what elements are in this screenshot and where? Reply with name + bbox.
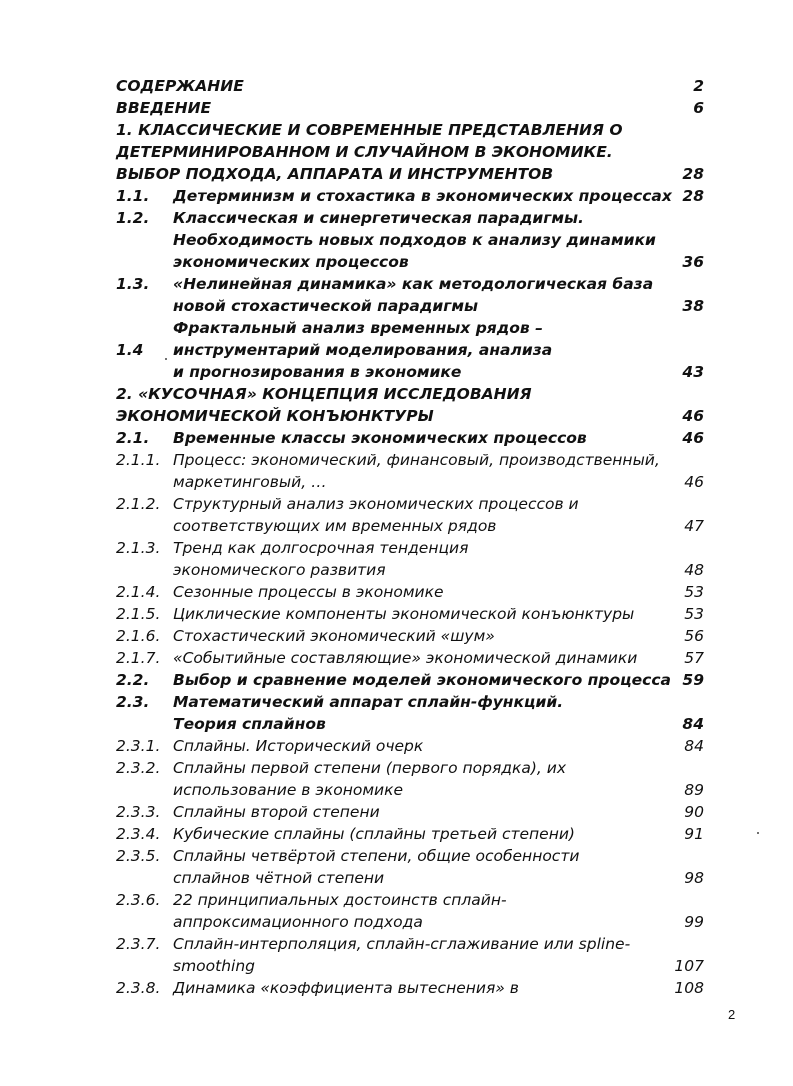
toc-entry-title: маркетинговый, … [173, 473, 327, 491]
toc-entry-title: Кубические сплайны (сплайны третьей степени) [173, 825, 575, 843]
toc-entry-title: Сплайны второй степени [173, 803, 380, 821]
toc-entry-page: 6 [693, 99, 704, 117]
toc-entry-title: Сплайны. Исторический очерк [173, 737, 424, 755]
toc-entry-number: 2.1.1. [116, 451, 161, 469]
toc-entry-page: 46 [682, 429, 704, 447]
toc-entry-title: Выбор и сравнение моделей экономического процесса [173, 671, 671, 689]
toc-entry-title: Тренд как долгосрочная тенденция [173, 539, 469, 557]
toc-entry-title: 2. «КУСОЧНАЯ» КОНЦЕПЦИЯ ИССЛЕДОВАНИЯ [116, 385, 532, 403]
toc-entry-page: 84 [682, 715, 704, 733]
toc-entry-number: 2.1. [116, 429, 150, 447]
toc-entry [116, 493, 708, 515]
toc-entry-page: 28 [682, 165, 704, 183]
toc-entry [116, 735, 708, 757]
toc-entry-title: аппроксимационного подхода [173, 913, 423, 931]
toc-entry-page: 43 [682, 363, 704, 381]
toc-entry-number: 2.3.3. [116, 803, 161, 821]
toc-entry [116, 449, 708, 471]
toc-entry-number: 2.3.4. [116, 825, 161, 843]
toc-entry [116, 691, 708, 713]
toc-entry [116, 977, 708, 999]
toc-entry-page: 47 [684, 517, 704, 535]
toc-entry-number: 2.3.8. [116, 979, 161, 997]
toc-entry-number: 1.3. [116, 275, 150, 293]
toc-entry-title: Детерминизм и стохастика в экономических процессах [173, 187, 672, 205]
toc-entry-title: СОДЕРЖАНИЕ [116, 77, 244, 95]
toc-entry-number: 2.3.6. [116, 891, 161, 909]
toc-entry [116, 339, 708, 361]
toc-entry-title: «Событийные составляющие» экономической динамики [173, 649, 638, 667]
toc-entry-title: Циклические компоненты экономической конъюнктуры [173, 605, 635, 623]
toc-entry-title: новой стохастической парадигмы [173, 297, 479, 315]
toc-entry-title: smoothing [173, 957, 256, 975]
toc-entry-title: и прогнозирования в экономике [173, 363, 462, 381]
scan-speck [757, 832, 759, 834]
toc-entry-page: 48 [684, 561, 704, 579]
toc-entry-title: Теория сплайнов [173, 715, 326, 733]
toc-entry [116, 669, 708, 691]
scan-speck [165, 358, 167, 360]
toc-entry [116, 581, 708, 603]
toc-entry-number: 2.2. [116, 671, 150, 689]
toc-entry-title: ДЕТЕРМИНИРОВАННОМ И СЛУЧАЙНОМ В ЭКОНОМИКЕ. [116, 143, 613, 161]
toc-entry-title: экономического развития [173, 561, 386, 579]
toc-entry [116, 559, 708, 581]
toc-entry-page: 107 [674, 957, 704, 975]
toc-entry [116, 757, 708, 779]
toc-entry-title: экономических процессов [173, 253, 409, 271]
toc-entry-page: 84 [684, 737, 704, 755]
toc-entry [116, 647, 708, 669]
toc-entry-title: Процесс: экономический, финансовый, производственный, [173, 451, 660, 469]
toc-entry [116, 75, 708, 97]
table-of-contents [116, 75, 708, 999]
toc-entry [116, 845, 708, 867]
toc-entry [116, 229, 708, 251]
toc-entry-page: 56 [684, 627, 704, 645]
toc-entry-title: сплайнов чётной степени [173, 869, 385, 887]
toc-entry-title: «Нелинейная динамика» как методологическая база [173, 275, 654, 293]
toc-entry-page: 28 [682, 187, 704, 205]
toc-entry-page: 98 [684, 869, 704, 887]
toc-entry-page: 91 [684, 825, 704, 843]
toc-entry-page: 46 [682, 407, 704, 425]
toc-entry-title: ВВЕДЕНИЕ [116, 99, 212, 117]
toc-entry-title: Сплайны первой степени (первого порядка), их [173, 759, 566, 777]
toc-entry-title: Математический аппарат сплайн-функций. [173, 693, 564, 711]
toc-entry-number: 1.1. [116, 187, 150, 205]
toc-entry [116, 383, 708, 405]
toc-entry-title: ЭКОНОМИЧЕСКОЙ КОНЪЮНКТУРЫ [116, 407, 434, 425]
toc-entry-number: 2.1.3. [116, 539, 161, 557]
toc-entry [116, 97, 708, 119]
toc-entry-title: Сплайны четвёртой степени, общие особенности [173, 847, 580, 865]
toc-entry-page: 38 [682, 297, 704, 315]
toc-entry [116, 163, 708, 185]
toc-entry [116, 801, 708, 823]
toc-entry-number: 1.2. [116, 209, 150, 227]
toc-entry-number: 2.1.2. [116, 495, 161, 513]
toc-entry [116, 207, 708, 229]
toc-entry [116, 603, 708, 625]
toc-entry-page: 99 [684, 913, 704, 931]
toc-entry [116, 405, 708, 427]
toc-entry-number: 2.3.1. [116, 737, 161, 755]
toc-entry-title: 1. КЛАССИЧЕСКИЕ И СОВРЕМЕННЫЕ ПРЕДСТАВЛЕНИЯ О [116, 121, 623, 139]
toc-entry [116, 295, 708, 317]
toc-entry [116, 471, 708, 493]
toc-entry-title: Сплайн-интерполяция, сплайн-сглаживание или spline- [173, 935, 631, 953]
toc-entry [116, 317, 708, 339]
toc-entry [116, 823, 708, 845]
toc-entry [116, 779, 708, 801]
toc-entry-page: 89 [684, 781, 704, 799]
toc-entry-page: 108 [674, 979, 704, 997]
toc-entry-title: соответствующих им временных рядов [173, 517, 497, 535]
page-number: 2 [728, 1007, 736, 1022]
toc-entry [116, 141, 708, 163]
toc-entry [116, 119, 708, 141]
toc-entry [116, 361, 708, 383]
toc-entry-title: ВЫБОР ПОДХОДА, АППАРАТА И ИНСТРУМЕНТОВ [116, 165, 554, 183]
toc-entry-page: 53 [684, 605, 704, 623]
toc-entry-page: 53 [684, 583, 704, 601]
toc-entry [116, 713, 708, 735]
toc-entry-number: 2.3.2. [116, 759, 161, 777]
toc-entry-page: 57 [684, 649, 704, 667]
toc-entry-number: 2.3.5. [116, 847, 161, 865]
toc-entry-title: Динамика «коэффициента вытеснения» в [173, 979, 519, 997]
toc-entry [116, 537, 708, 559]
toc-entry-title: 22 принципиальных достоинств сплайн- [173, 891, 507, 909]
toc-entry-title: Классическая и синергетическая парадигмы. [173, 209, 584, 227]
toc-entry-number: 2.1.6. [116, 627, 161, 645]
toc-entry-number: 1.4 [116, 341, 144, 359]
toc-entry-number: 2.3.7. [116, 935, 161, 953]
toc-entry [116, 251, 708, 273]
toc-entry [116, 625, 708, 647]
toc-entry-number: 2.1.5. [116, 605, 161, 623]
toc-entry-page: 90 [684, 803, 704, 821]
toc-entry-page: 2 [693, 77, 704, 95]
toc-entry-title: инструментарий моделирования, анализа [173, 341, 553, 359]
toc-entry [116, 427, 708, 449]
toc-entry [116, 933, 708, 955]
toc-entry-number: 2.3. [116, 693, 150, 711]
toc-entry [116, 889, 708, 911]
toc-entry-title: Фрактальный анализ временных рядов – [173, 319, 543, 337]
toc-entry-title: Сезонные процессы в экономике [173, 583, 444, 601]
toc-entry-page: 36 [682, 253, 704, 271]
toc-entry [116, 273, 708, 295]
toc-entry-title: использование в экономике [173, 781, 403, 799]
toc-entry [116, 867, 708, 889]
toc-entry-number: 2.1.7. [116, 649, 161, 667]
toc-entry-number: 2.1.4. [116, 583, 161, 601]
toc-entry-page: 59 [682, 671, 704, 689]
toc-entry [116, 955, 708, 977]
toc-entry [116, 911, 708, 933]
toc-entry-title: Необходимость новых подходов к анализу динамики [173, 231, 656, 249]
toc-entry [116, 185, 708, 207]
toc-entry-page: 46 [684, 473, 704, 491]
toc-entry [116, 515, 708, 537]
toc-entry-title: Стохастический экономический «шум» [173, 627, 495, 645]
toc-entry-title: Структурный анализ экономических процессов и [173, 495, 579, 513]
toc-entry-title: Временные классы экономических процессов [173, 429, 587, 447]
